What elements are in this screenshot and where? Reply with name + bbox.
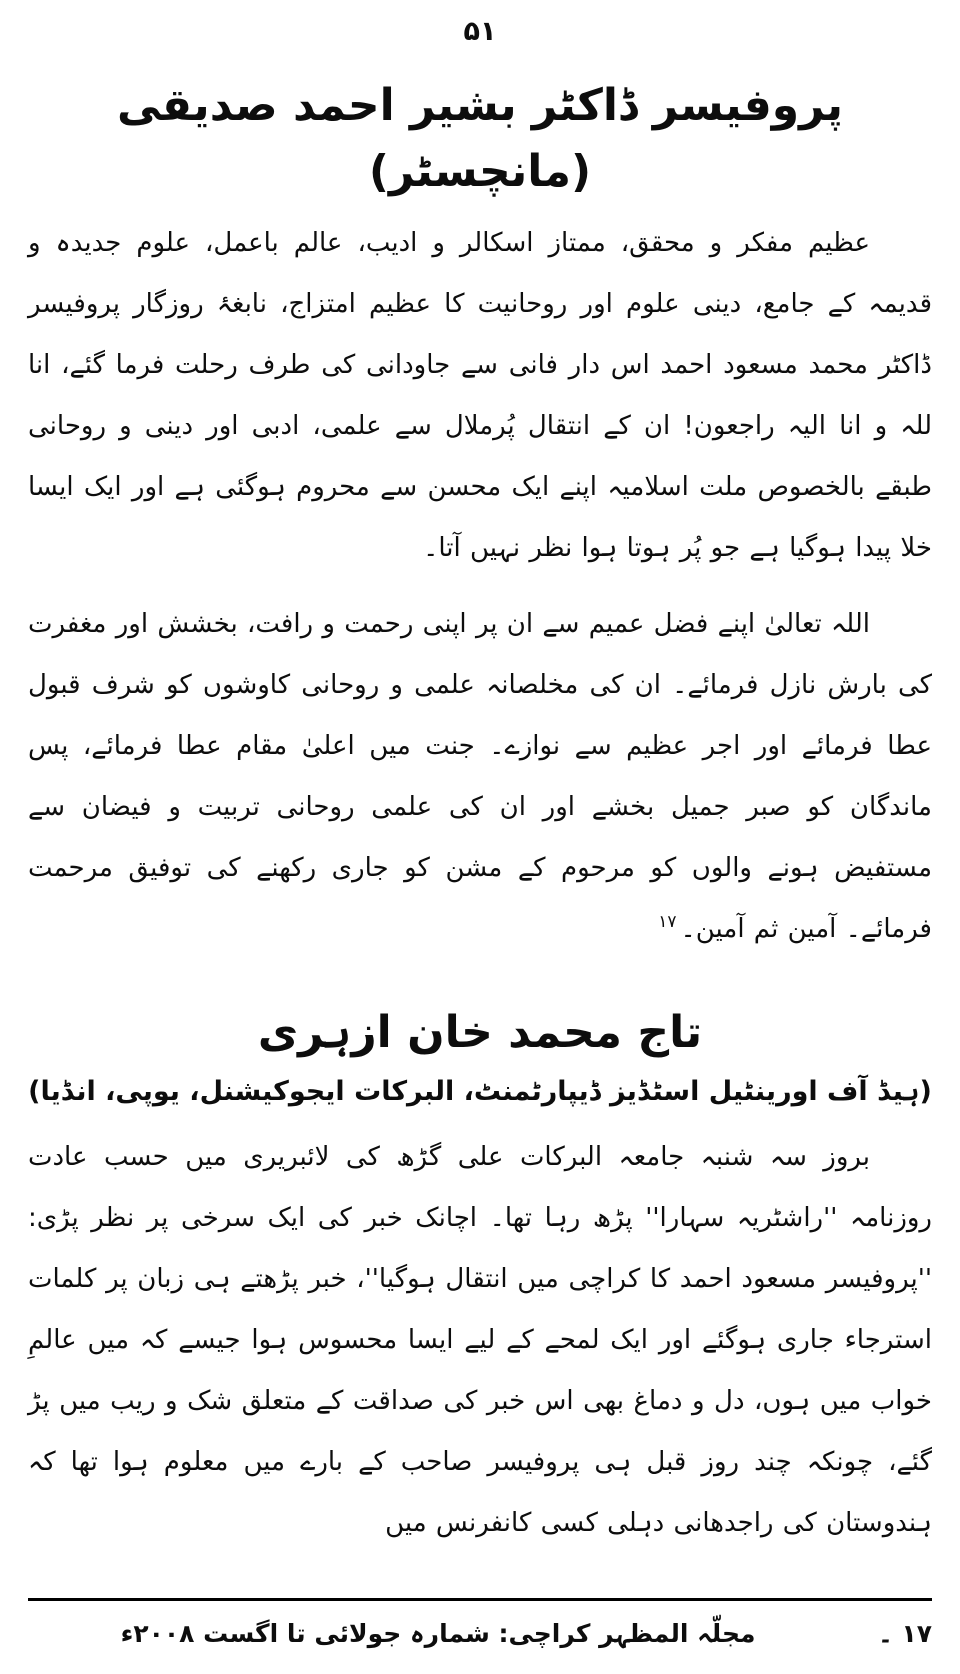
footnote-marker: ۱۷ ۔: [878, 1619, 932, 1648]
paragraph-text: عظیم مفکر و محقق، ممتاز اسکالر و ادیب، عالم باعمل، علوم جدیدہ و قدیمہ کے جامع، دینی علوم اور روحانیت کا عظیم امتزاج، نابغۂ روزگار پروفیسر ڈاکٹر محمد مسعود احمد اس دار فانی سے جاودانی کی طرف رحلت فرما گئے، انا للہ و انا الیہ راجعون! ان کے انتقال پُرملال سے علمی، ادبی اور دینی و روحانی طبقے بالخصوص ملت اسلامیہ اپنے ایک محسن سے محروم ہوگئی ہے اور ایک ایسا خلا پیدا ہوگیا ہے جو پُر ہوتا ہوا نظر نہیں آتا۔: [28, 228, 932, 564]
section-subtitle-azhari: (ہیڈ آف اورینٹیل اسٹڈیز ڈیپارٹمنٹ، البرکات ایجوکیشنل، یوپی، انڈیا): [28, 1076, 932, 1108]
paragraph: [28, 213, 932, 580]
footnote-reference: ۱۷: [658, 912, 677, 933]
paragraph: [28, 1127, 932, 1555]
section-body: [28, 213, 932, 960]
page-footer: [28, 1598, 932, 1656]
paragraph: [28, 594, 932, 961]
footnote-divider: [28, 1598, 932, 1601]
footnote-text: مجلّہ المظہر کراچی: شمارہ جولائی تا اگست ۲۰۰۸ء: [120, 1619, 756, 1648]
page-number: ۵۱: [463, 16, 497, 47]
footnote: [28, 1611, 932, 1656]
section-obituary: [28, 73, 932, 960]
section-azhari: [28, 1000, 932, 1554]
section-body: [28, 1127, 932, 1555]
paragraph-text: اللہ تعالیٰ اپنے فضل عمیم سے ان پر اپنی رحمت و رافت، بخشش اور مغفرت کی بارش نازل فرمائے۔ ان کی مخلصانہ علمی و روحانی کاوشوں کو شرف قبول عطا فرمائے اور اجر عظیم سے نوازے۔ جنت میں اعلیٰ مقام عطا فرمائے، پس ماندگان کو صبر جمیل بخشے اور ان کی علمی روحانی تربیت و فیضان سے مستفیض ہونے والوں کو مرحوم کے مشن کو جاری رکھنے کی توفیق مرحمت فرمائے۔ آمین ثم آمین۔: [28, 608, 932, 945]
section-heading-azhari: تاج محمد خان ازہری: [257, 1007, 703, 1059]
paragraph-text: بروز سہ شنبہ جامعہ البرکات علی گڑھ کی لائبریری میں حسب عادت روزنامہ ''راشٹریہ سہارا'' پڑھ رہا تھا۔ اچانک خبر کی ایک سرخی پر نظر پڑی: ''پروفیسر مسعود احمد کا کراچی میں انتقال ہوگیا''، خبر پڑھتے ہی زبان پر کلمات استرجاء جاری ہوگئے اور ایک لمحے کے لیے ایسا محسوس ہوا جیسے کہ میں عالمِ خواب میں ہوں، دل و دماغ بھی اس خبر کی صداقت کے متعلق شک و ریب میں پڑ گئے، چونکہ چند روز قبل ہی پروفیسر صاحب کے بارے میں معلوم ہوا تھا کہ ہندوستان کی راجدھانی دہلی کسی کانفرنس میں: [28, 1141, 932, 1539]
section-heading-siddiqui: پروفیسر ڈاکٹر بشیر احمد صدیقی (مانچسٹر): [117, 80, 843, 197]
